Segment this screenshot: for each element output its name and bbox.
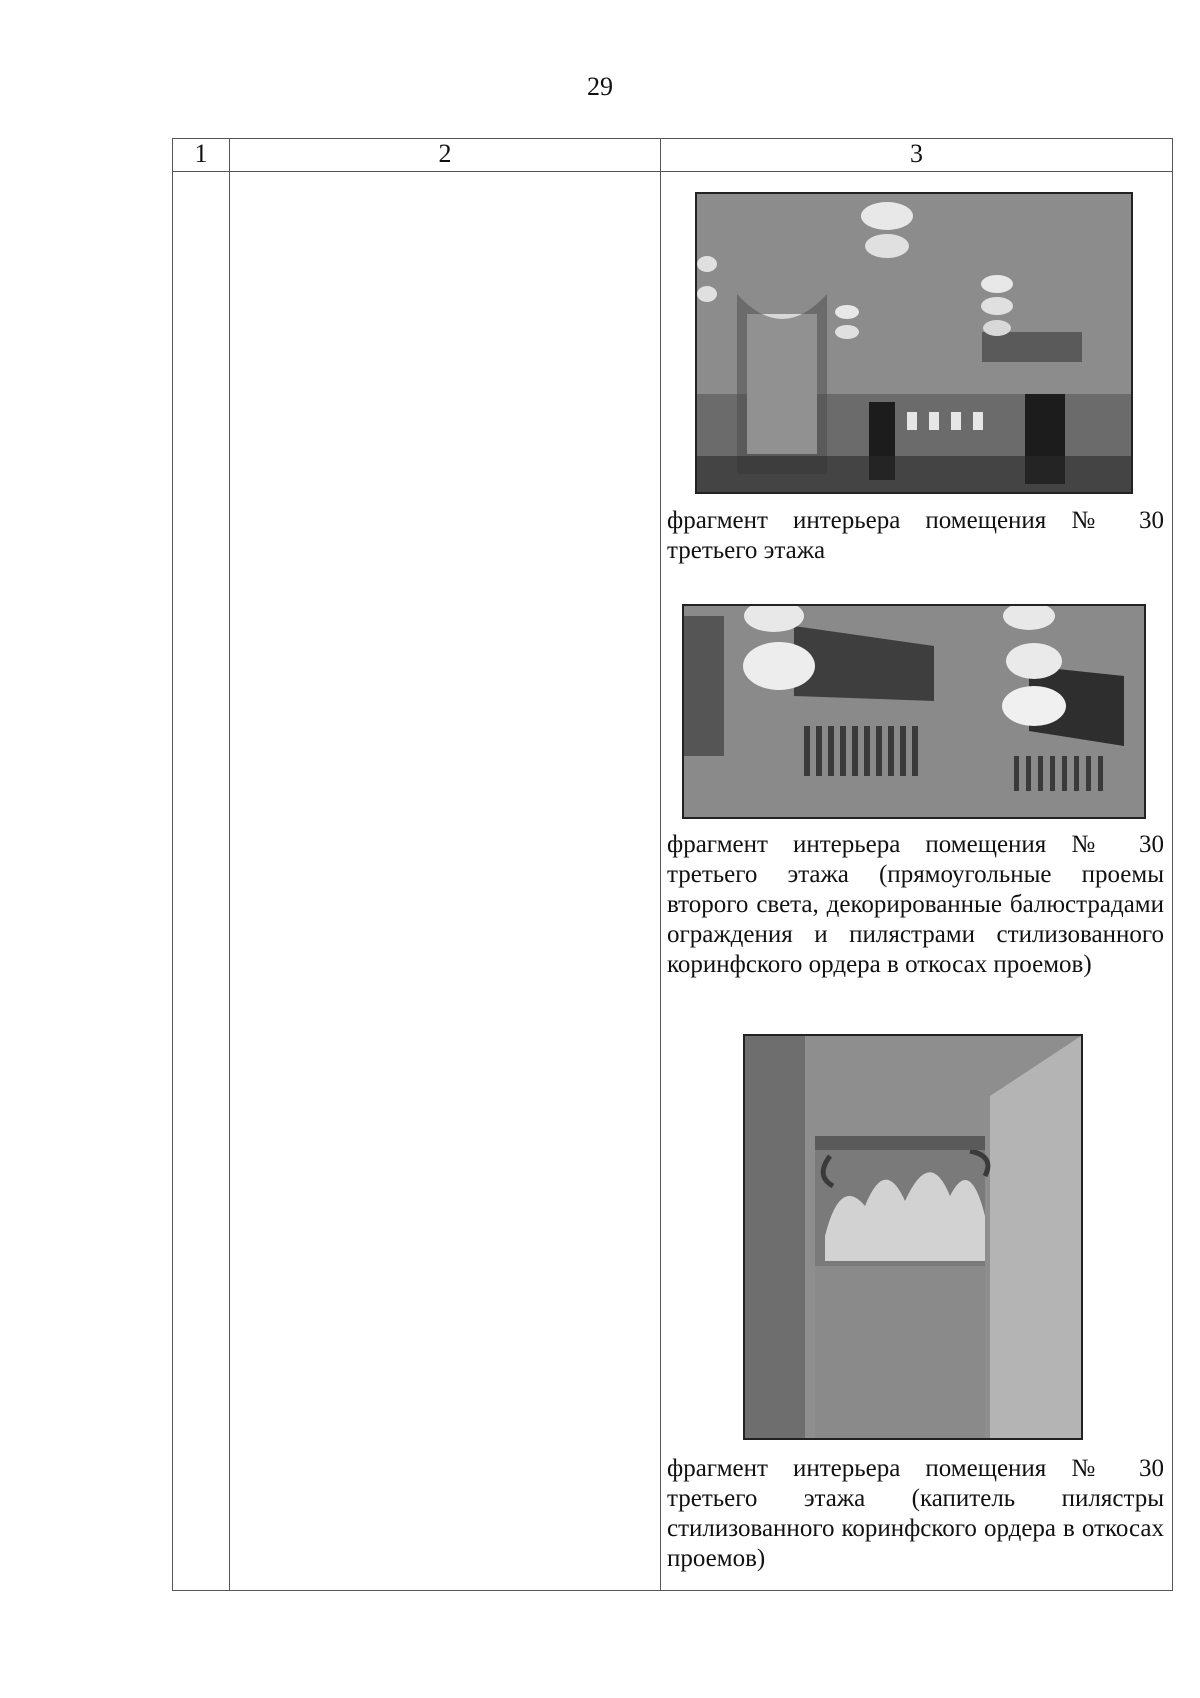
interior-photo-pilaster-capital (743, 1034, 1083, 1440)
interior-photo-pilaster-capital-icon (745, 1036, 1081, 1438)
photo-caption-2: фрагмент интерьера помещения № 30 третьего этажа (прямоугольные проемы второго света, декорированные балюстрадами ограждения и пилястрами стилизованного коринфского ордера в откосах проемов) (667, 831, 1164, 978)
photo-caption-1: фрагмент интерьера помещения № 30 третьего этажа (667, 507, 1164, 564)
interior-photo-chandeliers (695, 192, 1133, 494)
cell-col-3 (661, 172, 1173, 1591)
page-number: 29 (587, 72, 613, 101)
column-header-1: 1 (173, 139, 230, 172)
cell-col-2 (230, 172, 661, 1591)
interior-photo-second-light-openings (682, 604, 1146, 819)
cell-col-1 (173, 172, 230, 1591)
document-table (172, 138, 1173, 1591)
table-row (173, 172, 1173, 1591)
column-header-2: 2 (230, 139, 661, 172)
photo-caption-3: фрагмент интерьера помещения № 30 третьего этажа (капитель пилястры стилизованного коринфского ордера в откосах проемов) (667, 1455, 1164, 1572)
column-header-3: 3 (661, 139, 1173, 172)
interior-photo-chandeliers-icon (697, 194, 1131, 492)
table-header-row (173, 139, 1173, 172)
interior-photo-second-light-openings-icon (684, 606, 1144, 817)
